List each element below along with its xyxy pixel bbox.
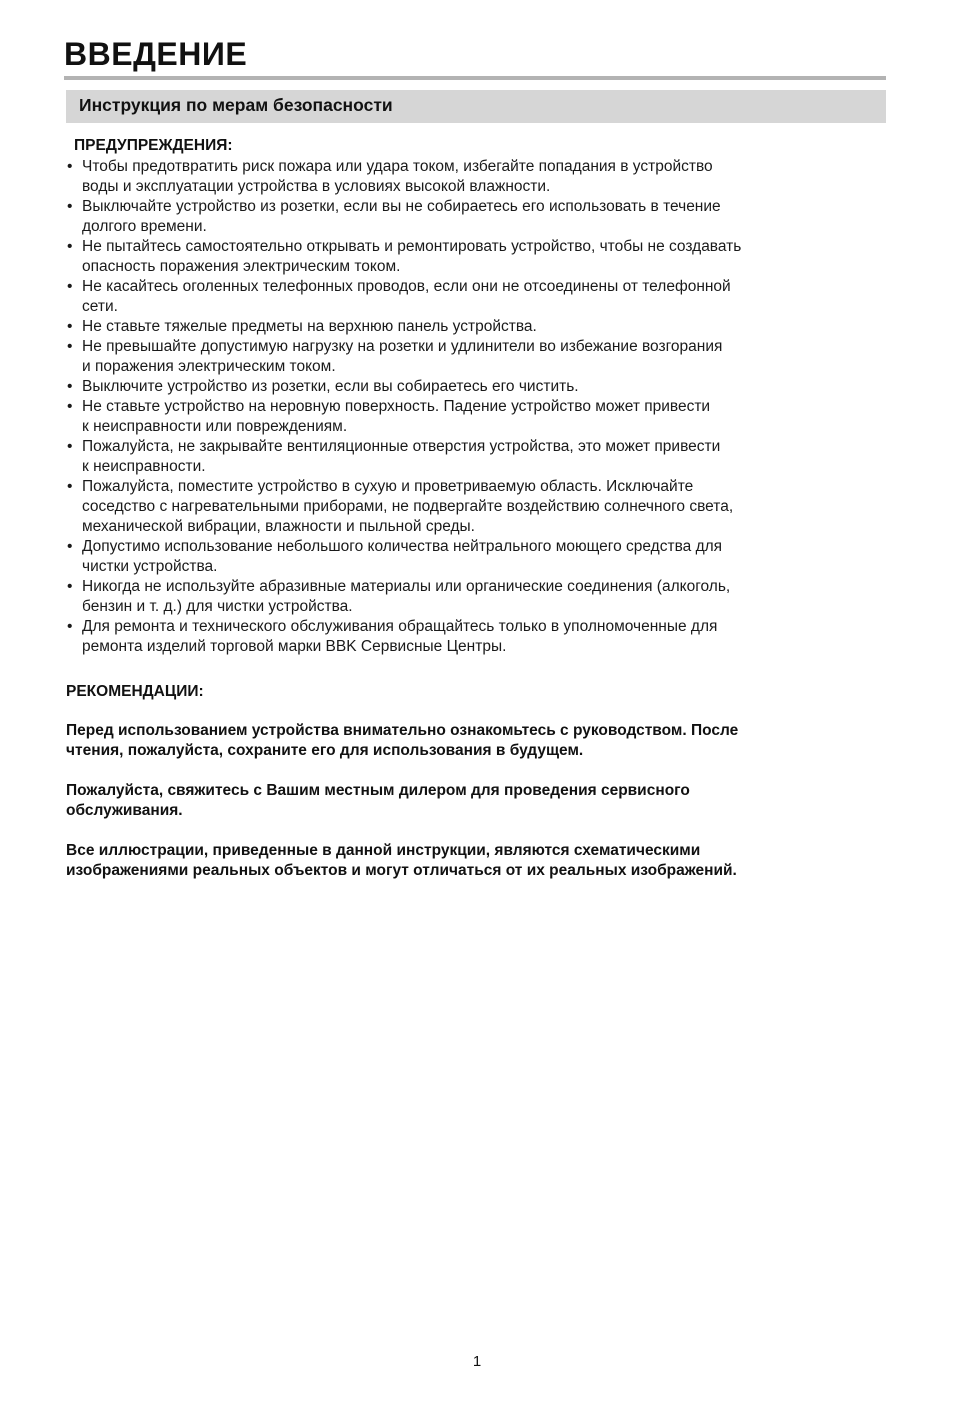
warning-item [64,277,884,317]
bullet-icon: • [67,278,73,295]
warning-item [64,397,884,437]
recommendation-paragraph [66,781,884,821]
warning-text-line: к неисправности. [82,458,206,475]
warning-text-line: бензин и т. д.) для чистки устройства. [82,598,353,615]
bullet-icon: • [67,578,73,595]
warning-text-line: к неисправности или повреждениям. [82,418,348,435]
bullet-icon: • [67,478,73,495]
bullet-icon: • [67,238,73,255]
bullet-icon: • [67,618,73,635]
recommendation-text-line: Пожалуйста, свяжитесь с Вашим местным дилером для проведения сервисного [66,782,690,799]
warning-text-line: Никогда не используйте абразивные материалы или органические соединения (алкоголь, [82,578,731,595]
section-title: Инструкция по мерам безопасности [79,95,393,115]
warnings-heading: ПРЕДУПРЕЖДЕНИЯ: [74,137,233,154]
warning-text-line: Выключайте устройство из розетки, если вы не собираетесь его использовать в течение [82,198,721,215]
recommendation-paragraph [66,841,884,881]
warning-text-line: Допустимо использование небольшого количества нейтрального моющего средства для [82,538,723,555]
recommendation-paragraph [66,721,884,761]
warning-text-line: Не ставьте тяжелые предметы на верхнюю панель устройства. [82,318,537,335]
warning-text-line: соседство с нагревательными приборами, не подвергайте воздействию солнечного света, [82,498,734,515]
warning-text-line: Пожалуйста, поместите устройство в сухую и проветриваемую область. Исключайте [82,478,694,495]
warning-text-line: Пожалуйста, не закрывайте вентиляционные отверстия устройства, это может привести [82,438,721,455]
warning-item [64,577,884,617]
warning-text-line: Не касайтесь оголенных телефонных проводов, если они не отсоединены от телефонной [82,278,731,295]
warning-item [64,237,884,277]
warning-item [64,617,884,657]
recommendation-text-line: обслуживания. [66,802,183,819]
page-number: 1 [472,1353,482,1370]
warning-text-line: воды и эксплуатации устройства в условиях высокой влажности. [82,178,551,195]
recommendation-text-line: Перед использованием устройства внимательно ознакомьтесь с руководством. После [66,722,739,739]
warning-text-line: Для ремонта и технического обслуживания обращайтесь только в уполномоченные для [82,618,718,635]
recommendation-text-line: Все иллюстрации, приведенные в данной инструкции, являются схематическими [66,842,701,859]
warning-item [64,537,884,577]
bullet-icon: • [67,438,73,455]
warning-item [64,437,884,477]
bullet-icon: • [67,538,73,555]
warning-text-line: чистки устройства. [82,558,218,575]
warning-text-line: Не ставьте устройство на неровную поверхность. Падение устройство может привести [82,398,711,415]
warning-item [64,377,884,397]
warning-item [64,157,884,197]
warning-text-line: долгого времени. [82,218,207,235]
bullet-icon: • [67,398,73,415]
warning-text-line: сети. [82,298,118,315]
warning-text-line: Не пытайтесь самостоятельно открывать и ремонтировать устройство, чтобы не создавать [82,238,742,255]
bullet-icon: • [67,318,73,335]
page-title: ВВЕДЕНИЕ [64,36,248,72]
warning-item [64,477,884,537]
title-divider [64,76,886,80]
warning-item [64,197,884,237]
warning-text-line: Чтобы предотвратить риск пожара или удара током, избегайте попадания в устройство [82,158,713,175]
bullet-icon: • [67,378,73,395]
section-header [66,90,886,123]
warning-text-line: ремонта изделий торговой марки BBK Сервисные Центры. [82,638,507,655]
warnings-list [64,157,884,657]
bullet-icon: • [67,198,73,215]
bullet-icon: • [67,158,73,175]
recommendation-text-line: изображениями реальных объектов и могут отличаться от их реальных изображений. [66,862,737,879]
warning-text-line: Выключите устройство из розетки, если вы собираетесь его чистить. [82,378,579,395]
warning-text-line: Не превышайте допустимую нагрузку на розетки и удлинители во избежание возгорания [82,338,723,355]
recommendation-text-line: чтения, пожалуйста, сохраните его для использования в будущем. [66,742,584,759]
recommendations-heading: РЕКОМЕНДАЦИИ: [66,683,204,700]
warning-text-line: опасность поражения электрическим током. [82,258,401,275]
bullet-icon: • [67,338,73,355]
warning-item [64,317,884,337]
warning-text-line: механической вибрации, влажности и пыльной среды. [82,518,475,535]
warning-text-line: и поражения электрическим током. [82,358,336,375]
warning-item [64,337,884,377]
